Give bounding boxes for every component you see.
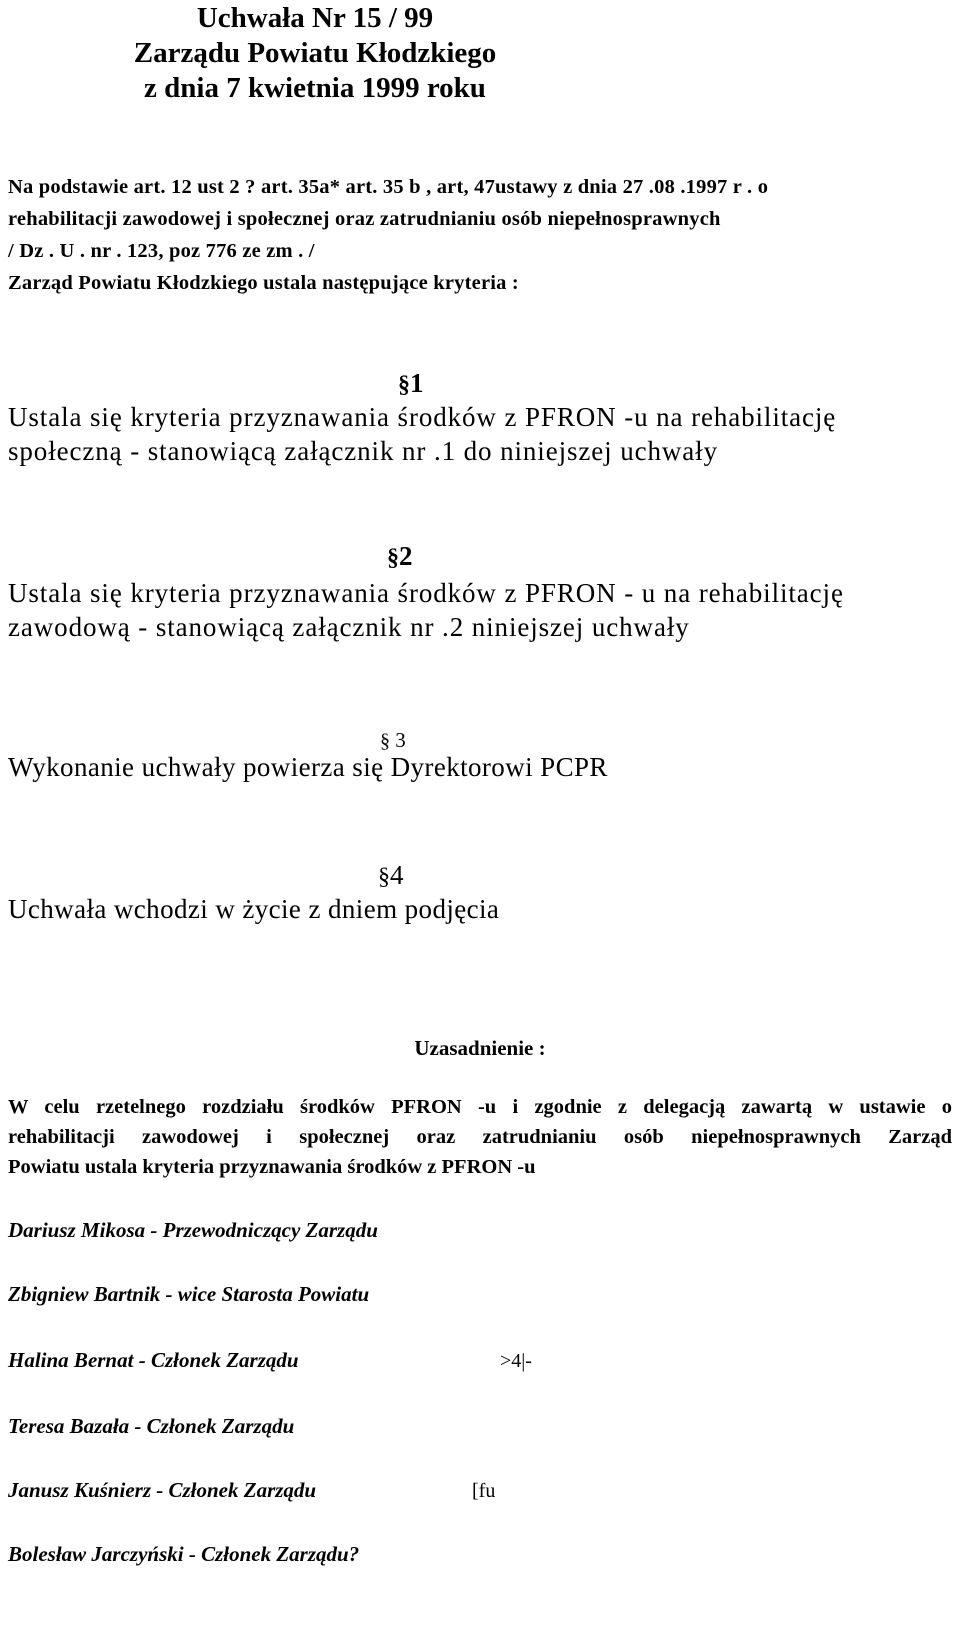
signature-mark-5: [fu [472,1480,496,1502]
section-4-line-1: Uchwała wchodzi w życie z dniem podjęcia [8,894,500,924]
justification-line-3: Powiatu ustala kryteria przyznawania środków z PFRON -u [8,1156,536,1178]
preamble-line-4: Zarząd Powiatu Kłodzkiego ustala następujące kryteria : [8,272,519,294]
section-number: 4 [390,860,404,890]
signatory-4: Teresa Bazała - Członek Zarządu [8,1414,295,1438]
section-4-heading [378,860,404,891]
signatory-3: Halina Bernat - Członek Zarządu [8,1348,299,1372]
section-1-line-1: Ustala się kryteria przyznawania środków z PFRON -u na rehabilitację [8,402,837,432]
section-1-heading [398,368,424,399]
section-2-line-2: zawodową - stanowiącą załącznik nr .2 niniejszej uchwały [8,612,690,642]
signature-mark-3: >4|- [500,1350,532,1372]
justification-heading: Uzasadnienie : [414,1036,546,1060]
section-2-line-1: Ustala się kryteria przyznawania środków z PFRON - u na rehabilitację [8,578,844,608]
justification-line-2: rehabilitacji zawodowej i społecznej oraz zatrudnianiu osób niepełnosprawnych Zarząd [8,1126,952,1148]
section-number: 3 [395,728,406,752]
signatory-2: Zbigniew Bartnik - wice Starosta Powiatu [8,1282,370,1306]
signatory-1: Dariusz Mikosa - Przewodniczący Zarządu [8,1218,378,1242]
preamble-line-1: Na podstawie art. 12 ust 2 ? art. 35a* art. 35 b , art, 47ustawy z dnia 27 .08 .1997 r . o [8,176,769,198]
section-symbol: § [398,372,410,398]
title-line-2: Zarządu Powiatu Kłodzkiego [133,37,497,69]
section-symbol: § [380,730,390,752]
section-3-heading [380,728,406,753]
signatory-6: Bolesław Jarczyński - Członek Zarządu? [8,1542,360,1566]
title-line-1: Uchwała Nr 15 / 99 [196,2,434,34]
section-number: 2 [399,541,413,571]
section-3-line-1: Wykonanie uchwały powierza się Dyrektorowi PCPR [8,752,608,782]
preamble-line-3: / Dz . U . nr . 123, poz 776 ze zm . / [8,240,315,262]
justification-line-1: W celu rzetelnego rozdziału środków PFRON -u i zgodnie z delegacją zawartą w ustawie o [8,1096,952,1118]
preamble-line-2: rehabilitacji zawodowej i społecznej oraz zatrudnianiu osób niepełnosprawnych [8,208,721,230]
title-line-3: z dnia 7 kwietnia 1999 roku [144,72,486,104]
section-number: 1 [410,368,424,398]
section-symbol: § [387,545,399,571]
signatory-5: Janusz Kuśnierz - Członek Zarządu [8,1478,317,1502]
section-symbol: § [378,864,390,890]
section-1-line-2: społeczną - stanowiącą załącznik nr .1 do niniejszej uchwały [8,436,718,466]
section-2-heading [387,541,413,572]
